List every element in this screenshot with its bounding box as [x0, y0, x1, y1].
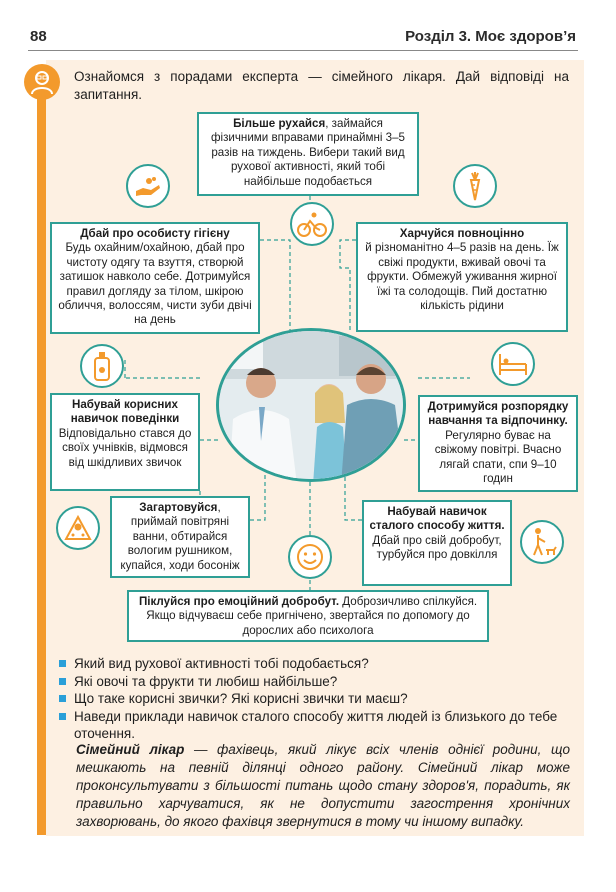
tip-daily-routine: [418, 395, 578, 492]
family-doctor-definition: [76, 741, 570, 831]
smiley-icon: [288, 535, 332, 579]
page-number: 88: [30, 28, 47, 45]
tip-title: Дбай про особисту гігієну: [80, 227, 230, 240]
tip-text: й різноманітно 4–5 разів на день. Їж свіжі продукти, вживай овочі та фрукти. Обмежуй уживання жирної їжі та солодощів. Пий достатню кількість рідини: [365, 241, 559, 313]
tip-title: Харчуйся повноцінно: [399, 227, 525, 240]
tip-text: Регулярно буває на свіжому повітрі. Вчасно лягай спати, спи 9–10 годин: [434, 428, 562, 486]
list-item: Який вид рухової активності тобі подобається?: [58, 655, 570, 673]
tip-nutrition: [356, 222, 568, 332]
list-item: Наведи приклади навичок сталого способу життя людей із близького до тебе оточення.: [58, 708, 570, 743]
helping-hand-icon: [126, 164, 170, 208]
baby-icon: [56, 506, 100, 550]
tip-text: Дбай про свій добробут, турбуйся про довкілля: [372, 533, 502, 562]
chapter-title: Розділ 3. Моє здоров’я: [405, 28, 576, 45]
tip-title: Дотримуйся розпорядку навчання та відпочинку.: [427, 400, 569, 428]
tip-title: Загартовуйся: [139, 501, 218, 514]
tip-title: Більше рухайся: [233, 117, 326, 130]
list-item: Які овочі та фрукти ти любиш найбільше?: [58, 673, 570, 691]
soap-bottle-icon: [80, 344, 124, 388]
bed-icon: [491, 342, 535, 386]
intro-text: Ознайомся з порадами експерта — сімейного лікаря. Дай відповіді на запитання.: [74, 69, 569, 102]
tip-physical-activity: [197, 112, 419, 196]
list-item: Що таке корисні звички? Які корисні звички ти маєш?: [58, 690, 570, 708]
tip-title: Піклуйся про емоційний добробут.: [138, 595, 340, 608]
tip-text: Доброзичливо спілкуйся. Якщо відчуваєш себе пригнічено, звертайся по допомогу до дорослих або психолога: [146, 595, 478, 637]
tip-emotional-wellbeing: [127, 590, 489, 642]
tip-title: Набувай корисних навичок поведінки: [70, 398, 180, 426]
tip-text: Відповідально стався до своїх учнівків, відмовся від шкідливих звичок: [58, 426, 192, 469]
definition-term: Сімейний лікар: [76, 742, 185, 757]
tip-useful-habits: [50, 393, 200, 491]
tip-text: Будь охайним/охайною, дбай про чистоту одягу та взуття, створюй затишок навколо себе. Дотримуйся правил догляду за тілом, шкірою обличчя, волоссям, чисти зуби двічі на день: [58, 241, 252, 327]
tip-hardening: [110, 496, 250, 578]
questions-list: [58, 655, 570, 743]
tip-personal-hygiene: [50, 222, 260, 334]
tip-sustainable-living: [362, 500, 512, 586]
tip-text: , займайся фізичними вправами принаймні 3–5 разів на тиждень. Вибери такий вид рухової активності, який тобі найбільше подобається: [210, 117, 405, 188]
tip-text: , приймай повітряні ванни, обтирайся вологим рушником, купайся, ходи босоніж: [120, 501, 240, 572]
definition-text: — фахівець, який лікує всіх членів однієї родини, що мешкають на певній ділянці одного району. Сімейний лікар може проконсультувати з більшості питань щодо стану здоров'я, порадить, як правильно харчуватися, як не допустити загострення хронічних захворювань, до якого фахівця звернутися в тому чи іншому випадку.: [76, 742, 570, 829]
cyclist-icon: [290, 202, 334, 246]
carrot-icon: [453, 164, 497, 208]
doctor-consultation-photo: [216, 328, 406, 482]
person-walking-dog-icon: [520, 520, 564, 564]
tip-title: Набувай навичок сталого способу життя.: [369, 505, 505, 533]
